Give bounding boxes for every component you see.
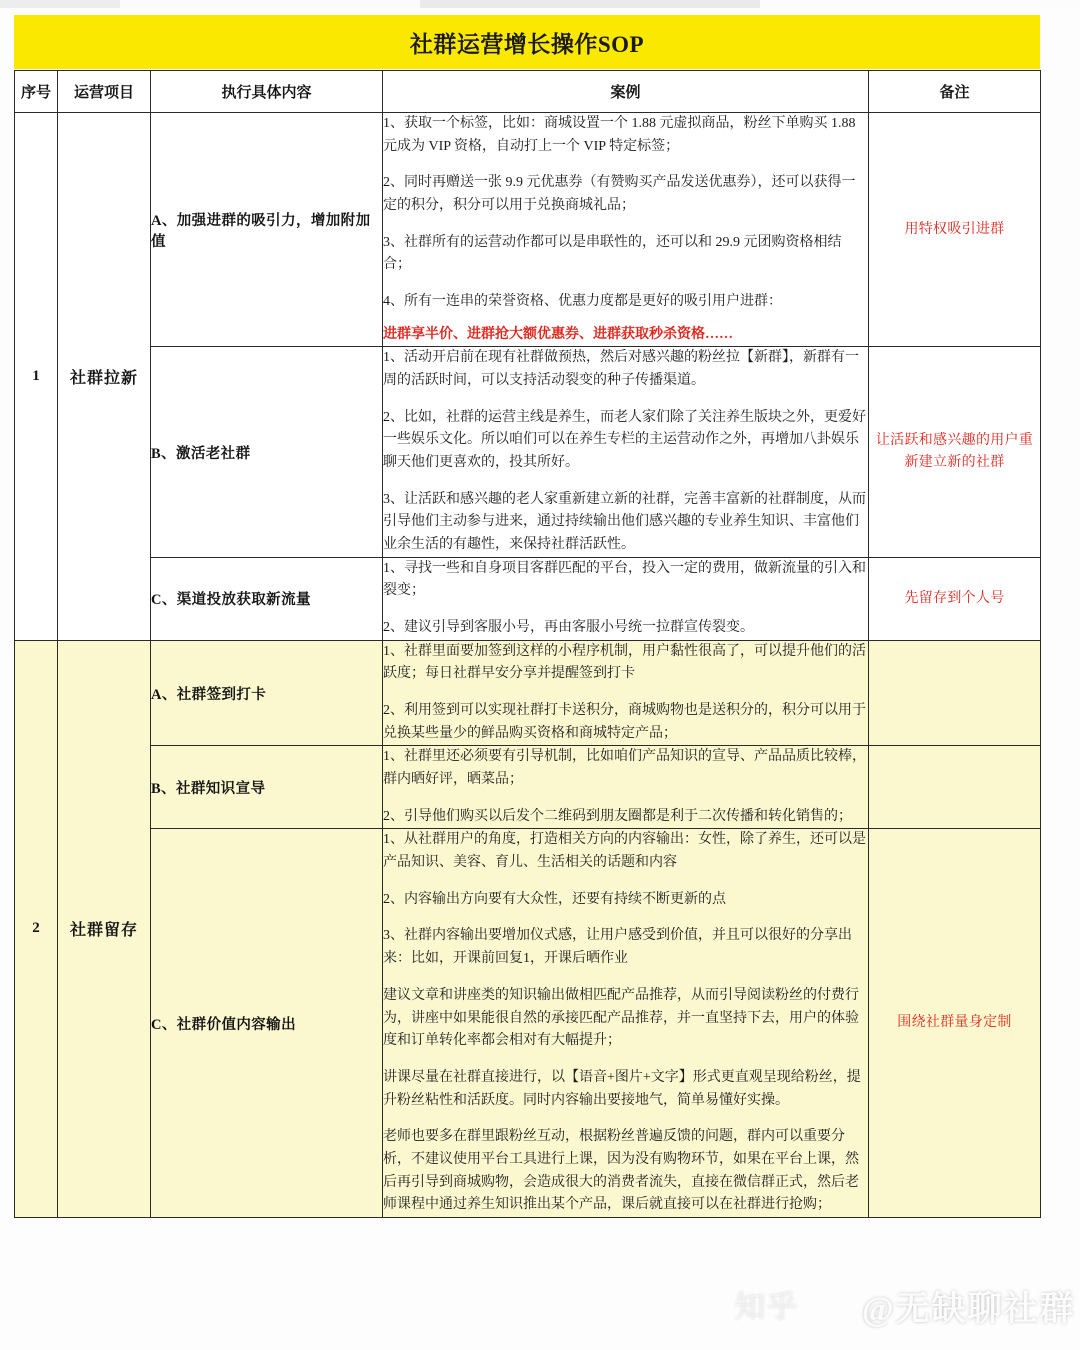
table-row: [15, 113, 1041, 347]
case-paragraph: 2、比如，社群的运营主线是养生，而老人家们除了关注养生版块之外，更爱好一些娱乐文化。所以咱们可以在养生专栏的主运营动作之外，再增加八卦娱乐聊天他们更喜欢的，投其所好。: [383, 409, 866, 471]
note-cell-1c: 先留存到个人号: [869, 557, 1041, 640]
table-row: [15, 640, 1041, 746]
case-paragraph: 3、让活跃和感兴趣的老人家重新建立新的社群，完善丰富新的社群制度，从而引导他们主动参与进来，通过持续输出他们感兴趣的专业养生知识、丰富他们业余生活的有趣性，来保持社群活跃性。: [383, 491, 866, 553]
column-header-project: 运营项目: [58, 71, 151, 113]
scan-edge-strip: [0, 0, 1080, 8]
table-row: [15, 557, 1041, 640]
case-cell-1b: [383, 347, 869, 557]
case-paragraph: 3、社群所有的运营动作都可以是串联性的，还可以和 29.9 元团购资格相结合；: [383, 234, 842, 273]
case-paragraph: 2、引导他们购买以后发个二维码到朋友圈都是利于二次传播和转化销售的；: [383, 808, 852, 824]
column-header-note: 备注: [869, 71, 1041, 113]
note-cell-2a: [869, 640, 1041, 746]
row-project-2: 社群留存: [58, 640, 151, 1217]
note-cell-1b: 让活跃和感兴趣的用户重新建立新的社群: [869, 347, 1041, 557]
case-cell-2a: [383, 640, 869, 746]
case-paragraph: 2、利用签到可以实现社群打卡送积分，商城购物也是送积分的，积分可以用于兑换某些量少的鲜品购买资格和商城特定产品；: [383, 703, 866, 741]
case-cell-2b: [383, 746, 869, 829]
case-paragraph: 3、社群内容输出要增加仪式感，让用户感受到价值，并且可以很好的分享出来：比如，开课前回复1，开课后晒作业: [383, 928, 852, 967]
case-cell-2c: [383, 829, 869, 1217]
case-highlight: 进群享半价、进群抢大额优惠券、进群获取秒杀资格……: [383, 326, 733, 342]
page-title: 社群运营增长操作SOP: [409, 31, 645, 57]
title-banner: [14, 15, 1040, 69]
note-cell-2c: 围绕社群量身定制: [869, 829, 1041, 1217]
case-paragraph: 1、社群里面要加签到这样的小程序机制，用户黏性很高了，可以提升他们的活跃度；每日社群早安分享并提醒签到打卡: [383, 643, 866, 682]
case-cell-1c: [383, 557, 869, 640]
column-header-action: 执行具体内容: [151, 71, 383, 113]
table-header-row: [15, 71, 1041, 113]
row-index-1: 1: [15, 113, 58, 641]
action-cell-1b: B、激活老社群: [151, 347, 383, 557]
action-cell-1c: C、渠道投放获取新流量: [151, 557, 383, 640]
zhihu-watermark: 知乎: [735, 1291, 799, 1324]
case-paragraph: 1、从社群用户的角度，打造相关方向的内容输出：女性，除了养生，还可以是产品知识、美容、育儿、生活相关的话题和内容: [383, 832, 866, 871]
table-row: [15, 746, 1041, 829]
user-watermark: @无缺聊社群: [862, 1291, 1076, 1328]
case-paragraph: 1、活动开启前在现有社群做预热，然后对感兴趣的粉丝拉【新群】，新群有一周的活跃时间，可以支持活动裂变的种子传播渠道。: [383, 350, 859, 389]
row-index-2: 2: [15, 640, 58, 1217]
action-cell-1a: A、加强进群的吸引力，增加附加值: [151, 113, 383, 347]
case-paragraph: 1、获取一个标签，比如：商城设置一个 1.88 元虚拟商品，粉丝下单购买 1.88 元成为 VIP 资格，自动打上一个 VIP 特定标签；: [383, 116, 856, 154]
case-paragraph: 1、寻找一些和自身项目客群匹配的平台，投入一定的费用，做新流量的引入和裂变；: [383, 560, 866, 599]
case-paragraph: 2、同时再赠送一张 9.9 元优惠券（有赞购买产品发送优惠券），还可以获得一定的积分，积分可以用于兑换商城礼品；: [383, 175, 856, 214]
action-cell-2a: A、社群签到打卡: [151, 640, 383, 746]
action-cell-2c: C、社群价值内容输出: [151, 829, 383, 1217]
action-cell-2b: B、社群知识宣导: [151, 746, 383, 829]
note-cell-1a: 用特权吸引进群: [869, 113, 1041, 347]
case-cell-1a: [383, 113, 869, 347]
case-paragraph: 2、建议引导到客服小号，再由客服小号统一拉群宣传裂变。: [383, 620, 754, 636]
case-paragraph: 讲课尽量在社群直接进行，以【语音+图片+文字】形式更直观呈现给粉丝，提升粉丝粘性和活跃度。同时内容输出要接地气，简单易懂好实操。: [383, 1069, 861, 1108]
column-header-index: 序号: [15, 71, 58, 113]
note-cell-2b: [869, 746, 1041, 829]
row-project-1: 社群拉新: [58, 113, 151, 641]
case-paragraph: 4、所有一连串的荣誉资格、优惠力度都是更好的吸引用户进群：: [383, 294, 782, 310]
case-paragraph: 2、内容输出方向要有大众性，还要有持续不断更新的点: [383, 891, 726, 907]
column-header-case: 案例: [383, 71, 869, 113]
sop-table: [14, 70, 1041, 1218]
case-paragraph: 老师也要多在群里跟粉丝互动，根据粉丝普遍反馈的问题，群内可以重要分析，不建议使用平台工具进行上课，因为没有购物环节，如果在平台上课，然后再引导到商城购物，会造成很大的消费者流失，直接在微信群正式，然后老师课程中通过养生知识推出某个产品，课后就直接可以在社群进行抢购；: [383, 1129, 859, 1213]
table-row: [15, 829, 1041, 1217]
sop-table-body: [15, 113, 1041, 1218]
case-paragraph: 1、社群里还必须要有引导机制，比如咱们产品知识的宣导、产品品质比较棒，群内晒好评，晒菜品；: [383, 749, 866, 788]
table-row: [15, 347, 1041, 557]
case-paragraph: 建议文章和讲座类的知识输出做相匹配产品推荐，从而引导阅读粉丝的付费行为，讲座中如果能很自然的承接匹配产品推荐，并一直坚持下去，用户的体验度和订单转化率都会相对有大幅提升；: [383, 987, 859, 1049]
